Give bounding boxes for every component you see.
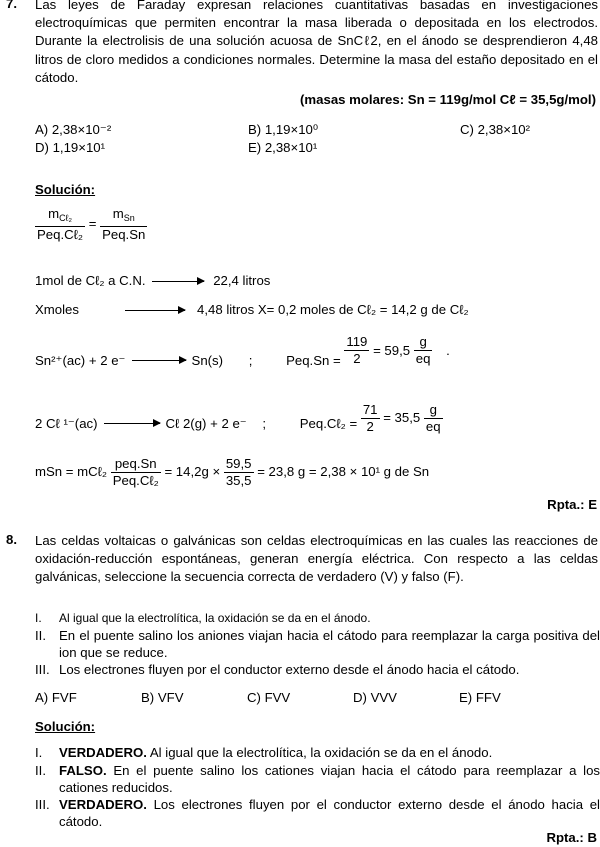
ratio-fraction-right	[100, 206, 147, 243]
mass-symbol: m	[112, 206, 124, 221]
denominator: Peq.Cℓ₂	[112, 473, 159, 488]
fraction	[361, 402, 380, 435]
answer-7: Rpta.: E	[547, 497, 597, 512]
denominator: Peq.Sn	[102, 227, 146, 242]
tin-reduction-line	[35, 334, 450, 367]
roman-numeral: III.	[35, 662, 50, 677]
option-a: A) FVF	[35, 690, 77, 705]
half-reaction-left: Sn²⁺(ac) + 2 e⁻	[35, 352, 126, 368]
option-e: E) FFV	[459, 690, 501, 705]
option-e: E) 2,38×10¹	[248, 140, 318, 155]
question-7-number: 7.	[6, 0, 17, 11]
result: = 23,8 g = 2,38 × 10¹ g de Sn	[257, 463, 430, 479]
question-8-statement: Las celdas voltaicas o galvánicas son celdas electroquímicas en las cuales las reacciones de oxidación-reducción espontáneas, generan energía eléctrica. Con respecto a las celdas galvánicas, seleccione la secuencia correcta de verdadero (V) y falso (F).	[35, 533, 598, 585]
option-c: C) FVV	[247, 690, 291, 705]
half-reaction-right: Cℓ 2(g) + 2 e⁻	[165, 415, 247, 431]
fraction	[344, 334, 369, 367]
denominator: 2	[353, 351, 361, 366]
line-left-text: Xmoles	[35, 302, 79, 317]
option-b: B) 1,19×10⁰	[248, 122, 319, 137]
mass-symbol: m	[48, 206, 60, 221]
unit-denominator: eq	[415, 351, 431, 366]
result: = 59,5	[373, 342, 411, 358]
denominator: Peq.Cℓ₂	[37, 227, 84, 242]
verdict: VERDADERO.	[59, 797, 147, 812]
solution-label: Solución:	[35, 182, 96, 197]
subscript: Sn	[123, 213, 135, 223]
statement-item	[35, 661, 600, 678]
statement-item	[35, 627, 600, 661]
lhs: mSn = mCℓ₂	[35, 463, 108, 479]
option-d: D) VVV	[353, 690, 397, 705]
x-moles-line	[35, 302, 469, 317]
option-c: C) 2,38×10²	[460, 122, 531, 137]
unit-numerator: g	[414, 334, 433, 351]
roman-numeral: II.	[35, 763, 46, 778]
peq-label: Peq.Cℓ₂ =	[299, 415, 358, 431]
ratio-fraction-left	[35, 206, 85, 243]
solution-item	[35, 744, 600, 761]
separator: ;	[248, 352, 253, 368]
molar-masses: (masas molares: Sn = 119g/mol Cℓ = 35,5g/mol)	[300, 92, 596, 107]
mole-volume-line	[35, 273, 270, 288]
question-8-number: 8.	[6, 532, 17, 547]
half-reaction-right: Sn(s)	[191, 352, 224, 368]
item-text: En el puente salino los cationes viajan hacia el cátodo para reemplazar a los cationes reducidos.	[59, 763, 600, 795]
line-right-text: 4,48 litros X= 0,2 moles de Cℓ₂ = 14,2 g de Cℓ₂	[196, 302, 469, 317]
numerator: 59,5	[225, 456, 252, 471]
subscript: Cℓ₂	[59, 213, 72, 223]
line-left-text: 1mol de Cℓ₂ a C.N.	[35, 273, 146, 288]
statement-item	[35, 610, 600, 627]
roman-numeral: II.	[35, 628, 46, 643]
question-7-statement: Las leyes de Faraday expresan relaciones cuantitativas basadas en investigaciones electroquímicas que permiten encontrar la masa liberada o depositada en los electrodos. Durante la electrolisis de una solución acuosa de SnCℓ2, en el ánodo se desprendieron 4,48 litros de cloro medidos a condiciones normales. Determine la masa del estaño depositado en el cátodo.	[35, 0, 598, 85]
fraction	[111, 456, 161, 489]
separator: ;	[262, 415, 267, 431]
ratio-equation	[35, 206, 147, 243]
answer-8: Rpta.: B	[546, 830, 597, 845]
fraction-2	[224, 456, 254, 489]
option-b: B) VFV	[141, 690, 184, 705]
mass-calculation-line	[35, 456, 429, 489]
denominator: 2	[366, 419, 374, 434]
roman-numeral: I.	[35, 745, 43, 760]
arrow-icon	[132, 360, 186, 361]
solution-label: Solución:	[35, 719, 96, 734]
unit-fraction	[424, 402, 443, 435]
solution-item	[35, 796, 600, 830]
numerator: 119	[346, 334, 368, 349]
item-text: En el puente salino los aniones viajan hacia el cátodo para reemplazar la carga positiva del ion que se reduce.	[59, 628, 600, 660]
chlorine-oxidation-line	[35, 402, 443, 435]
denominator: 35,5	[225, 473, 252, 488]
option-a: A) 2,38×10⁻²	[35, 122, 112, 137]
result: = 35,5	[383, 409, 421, 425]
unit-fraction	[414, 334, 433, 367]
verdict: FALSO.	[59, 763, 107, 778]
item-text: Al igual que la electrolítica, la oxidación se da en el ánodo.	[149, 745, 493, 760]
arrow-icon	[152, 281, 204, 282]
numerator: peq.Sn	[111, 456, 161, 473]
roman-numeral: I.	[35, 611, 42, 625]
item-text: Los electrones fluyen por el conductor externo desde el ánodo hacia el cátodo.	[59, 797, 600, 829]
unit-numerator: g	[424, 402, 443, 419]
half-reaction-left: 2 Cℓ ¹⁻(ac)	[35, 415, 98, 431]
unit-denominator: eq	[425, 419, 441, 434]
item-text: Al igual que la electrolítica, la oxidación se da en el ánodo.	[59, 611, 371, 625]
line-right-text: 22,4 litros	[213, 273, 271, 288]
numerator: 71	[362, 402, 378, 417]
roman-numeral: III.	[35, 797, 50, 812]
arrow-icon	[125, 310, 185, 311]
peq-label: Peq.Sn =	[286, 352, 341, 368]
period: .	[446, 342, 450, 358]
middle-term: = 14,2g ×	[164, 463, 221, 479]
item-text: Los electrones fluyen por el conductor externo desde el ánodo hacia el cátodo.	[59, 662, 520, 677]
arrow-icon	[104, 423, 160, 424]
option-d: D) 1,19×10¹	[35, 140, 106, 155]
solution-item	[35, 762, 600, 796]
verdict: VERDADERO.	[59, 745, 147, 760]
equals-sign: =	[88, 215, 97, 231]
